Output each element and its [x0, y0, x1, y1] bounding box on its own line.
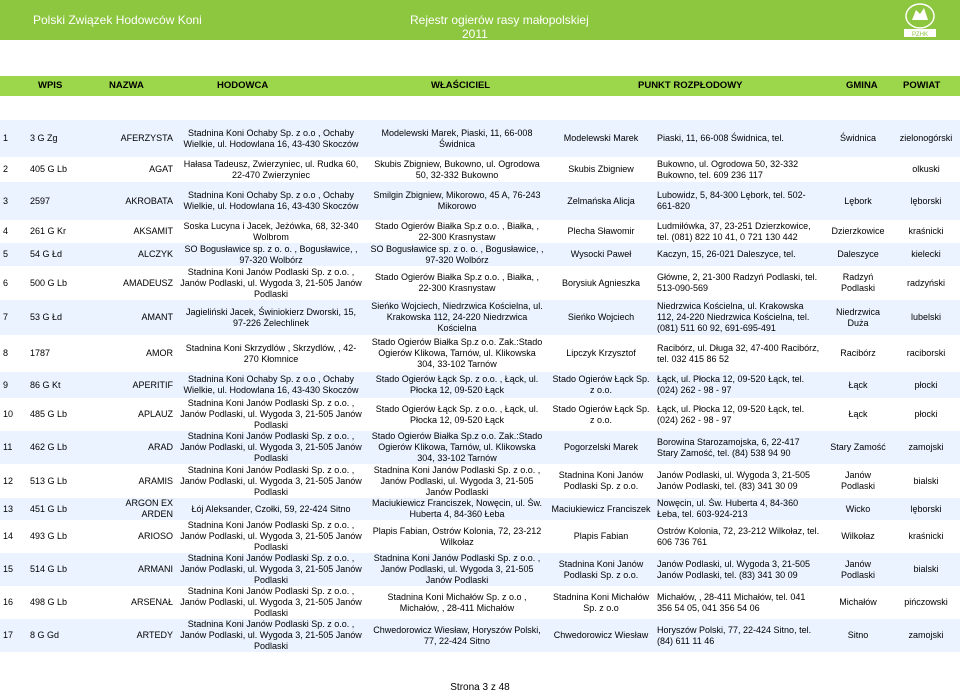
county: lęborski: [910, 503, 942, 514]
county: kraśnicki: [908, 226, 944, 236]
station-address: Łąck, ul. Płocka 12, 09-520 Łąck, tel. (024) 262 - 98 - 97: [657, 374, 805, 395]
commune: Świdnica: [839, 133, 877, 143]
registry-code: 54 G Łd: [30, 249, 63, 259]
col-nazwa[interactable]: NAZWA: [109, 80, 144, 91]
row-number: 1: [3, 133, 9, 143]
station-address: Michałów, , 28-411 Michałów, tel. 041 356 54 05, 041 356 54 06: [657, 591, 806, 613]
station-keeper: Skubis Zbigniew: [568, 164, 634, 174]
county: radzyński: [906, 277, 945, 288]
commune: Daleszyce: [837, 249, 879, 259]
county: olkuski: [912, 164, 940, 174]
owner: Skubis Zbigniew, Bukowno, ul. Ogrodowa 50, 32-332 Bukowno: [374, 158, 540, 180]
breeder: Stadnina Koni Janów Podlaski Sp. z o.o. , Janów Podlaski, ul. Wygoda 3, 21-505 Janów Podlaski: [180, 553, 362, 585]
page-header: [0, 0, 960, 40]
county: lubelski: [910, 312, 941, 322]
owner: Chwedorowicz Wiesław, Horyszów Polski, 77, 22-424 Sitno: [373, 624, 541, 646]
row-number: 15: [3, 564, 14, 574]
row-number: 17: [3, 630, 14, 640]
station-address: Ostrów Kolonia, 72, 23-212 Wilkołaz, tel. 606 736 761: [657, 525, 820, 547]
station-keeper: Wysocki Paweł: [570, 249, 632, 259]
registry-code: 261 G Kr: [30, 226, 67, 236]
station-keeper: Stadnina Koni Michałów Sp. z o.o: [552, 591, 650, 613]
row-number: 6: [3, 277, 9, 288]
horse-name: ARIOSO: [137, 531, 173, 541]
county: zielonogórski: [899, 133, 953, 143]
station-address: Ludmiłówka, 37, 23-251 Dzierzkowice, tel. (081) 822 10 41, 0 721 130 442: [657, 220, 811, 242]
county: zamojski: [908, 630, 944, 640]
registry-code: 1787: [30, 348, 51, 358]
county: raciborski: [906, 348, 946, 358]
station-address: Borowina Starozamojska, 6, 22-417 Stary Zamość, tel. (84) 538 94 90: [657, 436, 800, 458]
station-address: Horyszów Polski, 77, 22-424 Sitno, tel. (84) 611 11 46: [657, 624, 812, 646]
owner: Stado Ogierów Białka Sp.z o.o. , Białka, , 22-300 Krasnystaw: [374, 220, 540, 242]
col-wpis[interactable]: WPIS: [38, 80, 63, 91]
commune: Radzyń Podlaski: [840, 272, 876, 293]
station-keeper: Borysiuk Agnieszka: [561, 277, 641, 288]
commune: Wilkołaz: [841, 531, 875, 541]
commune: Racibórz: [840, 348, 876, 358]
station-keeper: Stadnina Koni Janów Podlaski Sp. z o.o.: [558, 558, 644, 580]
horse-name: ARGON EX ARDEN: [125, 498, 173, 519]
station-address: Piaski, 11, 66-008 Świdnica, tel.: [657, 133, 784, 143]
registry-code: 86 G Kt: [30, 379, 61, 390]
row-number: 7: [3, 312, 9, 322]
table-row: [0, 372, 960, 398]
table-row: [0, 498, 960, 520]
registry-code: 53 G Łd: [30, 312, 63, 322]
horse-name: APLAUZ: [137, 409, 173, 419]
station-keeper: Plapis Fabian: [573, 531, 629, 541]
breeder: Stadnina Koni Ochaby Sp. z o.o , Ochaby Wielkie, ul. Hodowlana 16, 43-430 Skoczów: [183, 374, 359, 395]
commune: Dzierzkowice: [831, 226, 885, 236]
breeder: Łój Aleksander, Czołki, 59, 22-424 Sitno: [191, 503, 351, 514]
table-row: [0, 586, 960, 619]
row-number: 5: [3, 249, 9, 259]
table-row: [0, 182, 960, 220]
breeder: Stadnina Koni Janów Podlaski Sp. z o.o. , Janów Podlaski, ul. Wygoda 3, 21-505 Janów Podlaski: [180, 586, 362, 618]
station-address: Łąck, ul. Płocka 12, 09-520 Łąck, tel. (024) 262 - 98 - 97: [657, 403, 805, 425]
row-number: 13: [3, 503, 14, 514]
station-keeper: Maciukiewicz Franciszek: [551, 503, 651, 514]
commune: Janów Podlaski: [840, 558, 876, 580]
station-address: Bukowno, ul. Ogrodowa 50, 32-332 Bukowno, tel. 609 236 117: [657, 158, 799, 180]
horse-name: AFERZYSTA: [120, 133, 173, 143]
table-row: [0, 464, 960, 498]
commune: Janów Podlaski: [840, 470, 876, 491]
owner: Stado Ogierów Łąck Sp. z o.o. , Łąck, ul. Płocka 12, 09-520 Łąck: [375, 403, 539, 425]
county: kraśnicki: [908, 531, 944, 541]
county: płocki: [914, 409, 938, 419]
station-keeper: Modelewski Marek: [563, 133, 639, 143]
commune: Łąck: [848, 409, 868, 419]
horse-name: AGAT: [149, 164, 173, 174]
county: bialski: [913, 564, 939, 574]
commune: Stary Zamość: [830, 442, 886, 452]
owner: Stado Ogierów Białka Sp.z o.o. Zak.:Stado Ogierów Klikowa, Tarnów, ul. Klikowska 304, 33-102 Tarnów: [371, 337, 543, 369]
county: bialski: [913, 475, 939, 486]
station-keeper: Chwedorowicz Wiesław: [553, 630, 649, 640]
county: płocki: [914, 379, 938, 390]
owner: Maciukiewicz Franciszek, Nowęcin, ul. Św. Huberta 4, 84-360 Łeba: [371, 498, 543, 519]
col-gmina[interactable]: GMINA: [846, 80, 878, 91]
row-number: 11: [3, 442, 13, 452]
registry-code: 2597: [30, 195, 51, 206]
county: zamojski: [908, 442, 944, 452]
station-address: Janów Podlaski, ul. Wygoda 3, 21-505 Janów Podlaski, tel. (83) 341 30 09: [657, 470, 811, 491]
table-row: [0, 398, 960, 431]
row-number: 4: [3, 226, 9, 236]
breeder: Jagieliński Jacek, Świniokierz Dworski, 15, 97-226 Żelechlinek: [185, 306, 357, 328]
breeder: Stadnina Koni Ochaby Sp. z o.o , Ochaby Wielkie, ul. Hodowlana 16, 43-430 Skoczów: [183, 190, 359, 211]
col-hodowca[interactable]: HODOWCA: [217, 80, 269, 91]
horse-name: ARAD: [147, 442, 173, 452]
horse-name: ARMANI: [137, 564, 173, 574]
pzhk-logo-icon: [890, 0, 950, 38]
commune: [824, 157, 892, 182]
owner: Stado Ogierów Łąck Sp. z o.o. , Łąck, ul. Płocka 12, 09-520 Łąck: [375, 374, 539, 395]
table-row: [0, 553, 960, 586]
column-header-bar: [0, 76, 960, 96]
horse-name: AMANT: [141, 312, 173, 322]
horse-name: ARTEDY: [136, 630, 173, 640]
year-label: 2011: [462, 27, 488, 41]
row-number: 10: [3, 409, 14, 419]
owner: Stadnina Koni Janów Podlaski Sp. z o.o. , Janów Podlaski, ul. Wygoda 3, 21-505 Janów Podlaski: [373, 553, 541, 585]
table-row: [0, 520, 960, 553]
breeder: Hałasa Tadeusz, Zwierzyniec, ul. Rudka 60, 22-470 Zwierzyniec: [183, 158, 359, 180]
breeder: Stadnina Koni Janów Podlaski Sp. z o.o. , Janów Podlaski, ul. Wygoda 3, 21-505 Janów Podlaski: [180, 266, 362, 299]
station-address: Nowęcin, ul. Św. Huberta 4, 84-360 Łeba, tel. 603-924-213: [657, 498, 799, 519]
station-keeper: Lipczyk Krzysztof: [566, 348, 636, 358]
table-row: [0, 120, 960, 157]
owner: Stadnina Koni Janów Podlaski Sp. z o.o. , Janów Podlaski, ul. Wygoda 3, 21-505 Janów Podlaski: [373, 464, 541, 497]
owner: Stado Ogierów Białka Sp.z o.o. Zak.:Stado Ogierów Klikowa, Tarnów, ul. Klikowska 304, 33-102 Tarnów: [371, 431, 543, 463]
row-number: 14: [3, 531, 14, 541]
station-keeper: Stado Ogierów Łąck Sp. z o.o.: [552, 374, 650, 395]
row-number: 8: [3, 348, 9, 358]
breeder: Stadnina Koni Ochaby Sp. z o.o , Ochaby Wielkie, ul. Hodowlana 16, 43-430 Skoczów: [183, 127, 359, 149]
breeder: Stadnina Koni Skrzydlów , Skrzydlów, , 42-270 Kłomnice: [185, 342, 357, 364]
registry-code: 498 G Lb: [30, 597, 68, 607]
row-number: 12: [3, 475, 14, 486]
breeder: Stadnina Koni Janów Podlaski Sp. z o.o. , Janów Podlaski, ul. Wygoda 3, 21-505 Janów Podlaski: [180, 619, 362, 651]
registry-code: 3 G Zg: [30, 133, 58, 143]
stallion-register-table: [0, 120, 960, 652]
owner: Stadnina Koni Michałów Sp. z o.o , Michałów, , 28-411 Michałów: [387, 591, 527, 613]
registry-code: 500 G Lb: [30, 277, 68, 288]
horse-name: AMOR: [146, 348, 173, 358]
commune: Lębork: [844, 195, 872, 206]
station-address: Lubowidz, 5, 84-300 Lębork, tel. 502-661-820: [657, 190, 806, 211]
county: lęborski: [910, 195, 942, 206]
breeder: Stadnina Koni Janów Podlaski Sp. z o.o. , Janów Podlaski, ul. Wygoda 3, 21-505 Janów Podlaski: [180, 398, 362, 430]
registry-code: 513 G Lb: [30, 475, 68, 486]
breeder: Soska Lucyna i Jacek, Jeżówka, 68, 32-340 Wolbrom: [183, 220, 359, 242]
table-row: [0, 220, 960, 243]
horse-name: APERITIF: [132, 379, 173, 390]
owner: Sieńko Wojciech, Niedrzwica Kościelna, ul. Krakowska 112, 24-220 Niedrzwica Kościelna: [371, 301, 543, 333]
horse-name: ARSENAŁ: [130, 597, 173, 607]
horse-name: AKROBATA: [125, 195, 173, 206]
breeder: Stadnina Koni Janów Podlaski Sp. z o.o. , Janów Podlaski, ul. Wygoda 3, 21-505 Janów Podlaski: [180, 431, 362, 463]
registry-code: 462 G Lb: [30, 442, 68, 452]
county: kielecki: [911, 249, 941, 259]
station-address: Niedrzwica Kościelna, ul. Krakowska 112, 24-220 Niedrzwica Kościelna, tel. (081) 511 60 92, 691-695-491: [657, 301, 810, 333]
station-address: Racibórz, ul. Długa 32, 47-400 Racibórz, tel. 032 415 86 52: [657, 342, 820, 364]
registry-code: 493 G Lb: [30, 531, 68, 541]
station-keeper: Plecha Sławomir: [567, 226, 635, 236]
owner: Modelewski Marek, Piaski, 11, 66-008 Świdnica: [381, 127, 533, 149]
registry-code: 405 G Lb: [30, 164, 68, 174]
commune: Niedrzwica Duża: [835, 306, 880, 328]
registry-code: 451 G Lb: [30, 503, 68, 514]
county: pińczowski: [904, 597, 948, 607]
breeder: Stadnina Koni Janów Podlaski Sp. z o.o. , Janów Podlaski, ul. Wygoda 3, 21-505 Janów Podlaski: [180, 464, 362, 497]
horse-name: AMADEUSZ: [122, 277, 173, 288]
horse-name: ARAMIS: [138, 475, 173, 486]
horse-name: AKSAMIT: [133, 226, 173, 236]
col-punkt-rozplodowy[interactable]: PUNKT ROZPŁODOWY: [638, 80, 743, 91]
commune: Sitno: [847, 630, 869, 640]
station-address: Główne, 2, 21-300 Radzyń Podlaski, tel. 513-090-569: [657, 272, 818, 293]
organization-name: Polski Związek Hodowców Koni: [33, 13, 202, 27]
station-keeper: Zelmańska Alicja: [567, 195, 635, 206]
row-number: 2: [3, 164, 9, 174]
owner: Stado Ogierów Białka Sp.z o.o. , Białka, , 22-300 Krasnystaw: [374, 272, 540, 293]
table-row: [0, 431, 960, 464]
row-number: 9: [3, 379, 9, 390]
horse-name: ALCZYK: [137, 249, 173, 259]
table-row: [0, 266, 960, 300]
station-address: Kaczyn, 15, 26-021 Daleszyce, tel.: [657, 249, 796, 259]
table-row: [0, 243, 960, 266]
breeder: SO Bogusławice sp. z o. o. , Bogusławice, , 97-320 Wolbórz: [184, 243, 358, 265]
commune: Michałów: [839, 597, 877, 607]
table-row: [0, 300, 960, 335]
page-title: Rejestr ogierów rasy małopolskiej: [410, 13, 589, 27]
station-address: Janów Podlaski, ul. Wygoda 3, 21-505 Janów Podlaski, tel. (83) 341 30 09: [657, 558, 811, 580]
station-keeper: Stado Ogierów Łąck Sp. z o.o.: [552, 403, 650, 425]
logo-text: PZHK: [911, 32, 929, 38]
row-number: 16: [3, 597, 14, 607]
station-keeper: Stadnina Koni Janów Podlaski Sp. z o.o.: [558, 470, 644, 491]
registry-code: 485 G Lb: [30, 409, 68, 419]
breeder: Stadnina Koni Janów Podlaski Sp. z o.o. , Janów Podlaski, ul. Wygoda 3, 21-505 Janów Podlaski: [180, 520, 362, 552]
owner: SO Bogusławice sp. z o. o. , Bogusławice, , 97-320 Wolbórz: [370, 243, 544, 265]
table-row: [0, 335, 960, 372]
table-row: [0, 157, 960, 182]
page-footer: Strona 3 z 48: [450, 682, 510, 693]
registry-code: 514 G Lb: [30, 564, 68, 574]
table-row: [0, 619, 960, 652]
commune: Łąck: [848, 379, 868, 390]
col-powiat[interactable]: POWIAT: [903, 80, 941, 91]
station-keeper: Pogorzelski Marek: [563, 442, 639, 452]
registry-code: 8 G Gd: [30, 630, 60, 640]
commune: Wicko: [845, 503, 871, 514]
col-wlasciciel[interactable]: WŁAŚCICIEL: [431, 80, 491, 91]
station-keeper: Sieńko Wojciech: [567, 312, 635, 322]
owner: Smilgin Zbigniew, Mikorowo, 45 A, 76-243 Mikorowo: [373, 190, 541, 211]
owner: Plapis Fabian, Ostrów Kolonia, 72, 23-212 Wilkołaz: [372, 525, 542, 547]
row-number: 3: [3, 195, 9, 206]
